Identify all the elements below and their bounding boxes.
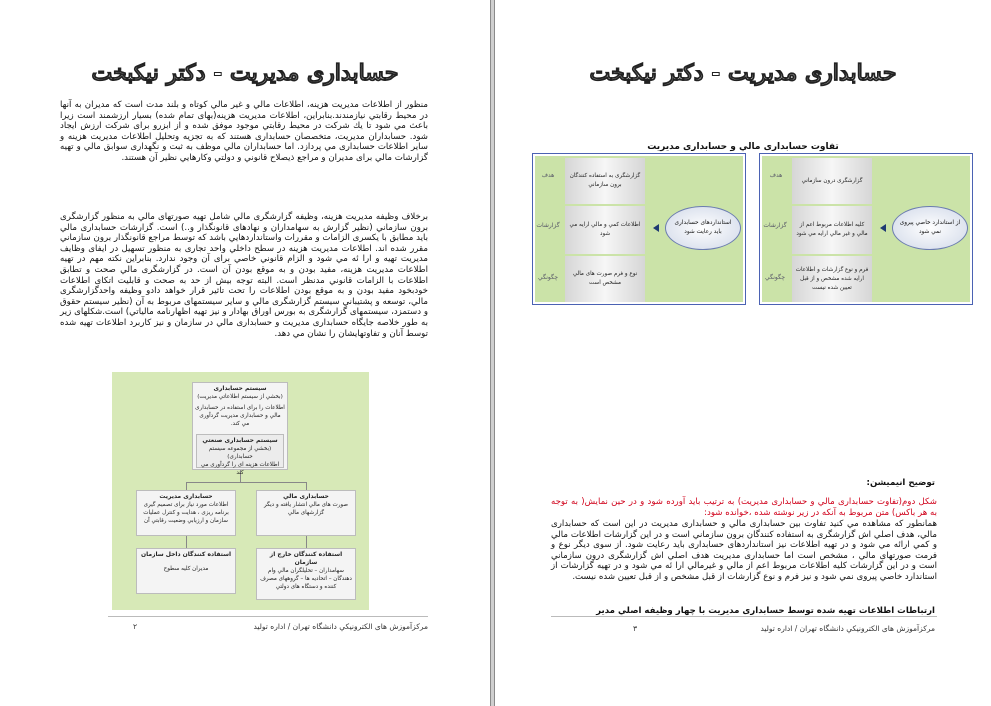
connector: [186, 536, 187, 548]
cell-goal: گزارشگری درون سازماني: [792, 158, 872, 204]
animation-heading: توضیح انیمیشن:: [866, 478, 935, 488]
label-how: چگونگي: [537, 274, 559, 281]
standards-ellipse: استانداردهای حسابداری باید رعایت شود: [665, 206, 741, 250]
footer-divider: [108, 616, 428, 617]
connector: [306, 536, 307, 548]
cell-how: فرم و نوع گزارشات و اطلاعات ارایه شده مشخص و از قبل تعیین شده نیست: [792, 256, 872, 302]
cost-accounting-box: سیستم حسابداری صنعتي (بخشي از مجموعه سیستم حسابداری) اطلاعات هزینه ای را گردآوری مي کند: [196, 434, 284, 468]
page-title: حسابداری مدیریت - دکتر نیکبخت: [91, 60, 399, 86]
label-reports: گزارشات: [763, 222, 787, 229]
accounting-system-box: سیستم حسابداری (بخشي از سیستم اطلاعاتي مدیریت) اطلاعات را برای استفاده در حسابداری مالي و حسابداری مدیریت گردآوری مي کند.: [192, 382, 288, 470]
page-number: ٢: [133, 622, 138, 631]
label-goal: هدف: [541, 172, 555, 179]
comparison-title: تفاوت حسابداری مالي و حسابداری مدیریت: [647, 142, 839, 152]
connector: [186, 482, 187, 490]
animation-body: همانطور که مشاهده مي کنید تفاوت بین حسابداری مالي و حسابداری مدیریت در این است که حسابداری مالي، هدف اصلي اش گزارشگری به استفاده کنندگان برون سازماني است و در این گزارشات اطلاعات مالي و کمي ارائه مي شود و در تهیه اطلاعات نیز استانداردهای حسابداری باید رعایت شود. از سوی دیگر نوع و فرمت صورتهای مالي ، مشخص است اما حسابداری مدیریت هدف اصلي اش گزارشگری درون سازماني است و در این گزارشات کلیه اطلاعات مربوط اعم از مالي و غیرمالي ارا ئه مي شود و در تهیه گزارشات از استاندارد خاصي پیروی نمي شود و نیز فرم و نوع گزارشات از قبل مشخص و از قبل تعیین شده نیست.: [551, 519, 937, 582]
financial-accounting-panel: [532, 153, 746, 305]
financial-accounting-box: حسابداری مالي صورت های مالي انتشار یافته و دیگر گزارشهای مالي: [256, 490, 356, 536]
page-2: [0, 0, 491, 706]
footer: [495, 622, 991, 636]
label-reports: گزارشات: [536, 222, 560, 229]
internal-users-box: استفاده کنندگان داخل سازمان مدیران کلیه سطوح: [136, 548, 236, 594]
animation-instruction: شکل دوم(تفاوت حسابداری مالي و حسابداری مدیریت) به ترتیب باید آورده شود و در حین نمایش( به توجه به هر باکس) متن مربوط به آنکه در زیر نوشته شده ،خوانده شود:: [551, 497, 937, 518]
cell-reports: اطلاعات کمي و مالي ارایه مي شود: [565, 206, 645, 254]
cell-reports: کلیه اطلاعات مربوط اعم از مالي و غیر مالي ارایه مي شود: [792, 206, 872, 254]
page-number: ٣: [633, 624, 638, 633]
paragraph-1: منظور از اطلاعات مدیریت هزینه، اطلاعات مالي و غیر مالي کوتاه و بلند مدت است که مدیران به آنها در محیط رقابتي نیازمندند.بنابراین، اطلاعات مدیریت هزینه(بهای تمام شده) بسیار ارزشمند است زیرا باعث مي شود تا یك شرکت در محیط رقابتي موجود موفق شده و از ابزرو برای شرکت ارزش ایجاد شود. حسابداران مدیریت، متخصصان حسابداری هستند که به تجزیه وتحلیل اطلاعات مدیریت هزینه و سایر اطلاعات حسابداری مي پردازد. اما حسابداران مالي موظف به ثبت و نگهداری سوابق مالي و تهیه گزارشات مالي برای مدیران و مراجع ذیصلاح قانوني و دولتي وکارهایي نظیر آن هستند.: [60, 100, 428, 163]
footer: [0, 620, 490, 634]
standards-ellipse: از استاندارد خاصي پیروی نمي شود: [892, 206, 968, 250]
label-goal: هدف: [769, 172, 783, 179]
footer-text: مرکزآموزش های الکترونیکي دانشگاه تهران / اداره تولید: [253, 622, 428, 631]
section-heading: ارتباطات اطلاعات تهیه شده توسط حسابداری مدیریت با چهار وظیفه اصلي مدیر: [596, 606, 935, 616]
external-users-box: استفاده کنندگان خارج از سازمان سهامداران – تحلیلگران مالي وام دهندگان – اتحادیه ها – گروههای مصرف کننده و دستگاه های دولتي: [256, 548, 356, 600]
management-accounting-panel: [759, 153, 973, 305]
page-3: [494, 0, 991, 706]
cell-how: نوع و فرم صورت های مالي مشخص است: [565, 256, 645, 302]
arrow-icon: [653, 224, 659, 232]
label-how: چگونگي: [764, 274, 786, 281]
paragraph-2: برخلاف وظیفه مدیریت هزینه، وظیفه گزارشگری مالي شامل تهیه صورتهای مالي به منظور گزارشگری برون سازماني (نظیر گزارش به سهامداران و نهادهای قانونگذار و..) است. گزارشات حسابداری مالي باید مطابق با یکسری الزامات و مقررات واستانداردهایي باشد که توسط مراجع قانونگذار برون سازماني مقرر شده اند. اطلاعات مدیریت هزینه در سطح داخلي واحد تجاری به منظور تسهیل در ایفای وظایف مدیریت تهیه و ارا ئه مي شود و الزام قانوني خاصي برای آن وجود ندارد. بنابراین نکته مهم در تهیه اطلاعات مدیریت هزینه، مفید بودن و به موقع بودن آن است. در گزارشگری مالي صحت و تطابق اطلاعات با الزامات قانوني مدنظر است. البته توجه بیش از حد به صحت و قابلیت اتکای اطلاعات خودبخود مفید بودن و به موقع بودن اطلاعات را تحت تاثیر قرار خواهد دادو وظیفه واحدگزارشگری مالي، توسعه و پشتیباني سیستم گزارشگری مالي و سایر سیستمهای مربوط به آن (نظیر سیستم حقوق و دستمزد، سیستمهای گزارشگری به بورس اوراق بهادار و نیز تهیه اظهارنامه مالیاتي) است.شکلهای زیر به طور خلاصه جایگاه حسابداری مدیریت و حسابداری مالي در سازمان و نیز کاربرد اطلاعات تهیه شده توسط آنان و تفاوتهایشان را نشان مي دهد.: [60, 212, 428, 339]
connector: [306, 482, 307, 490]
cell-goal: گزارشگری به استفاده کنندگان برون سازماني: [565, 158, 645, 204]
connector: [186, 482, 306, 483]
management-accounting-box: حسابداری مدیریت اطلاعات مورد نیاز برای تصمیم گیری برنامه ریزی ، هدایت و کنترل عملیات سازمان و ارزیابي وضعیت رقابتي آن: [136, 490, 236, 536]
footer-divider: [551, 616, 937, 617]
arrow-icon: [880, 224, 886, 232]
footer-text: مرکزآموزش های الکترونیکي دانشگاه تهران / اداره تولید: [760, 624, 935, 633]
page-title: حسابداری مدیریت - دکتر نیکبخت: [589, 60, 897, 86]
